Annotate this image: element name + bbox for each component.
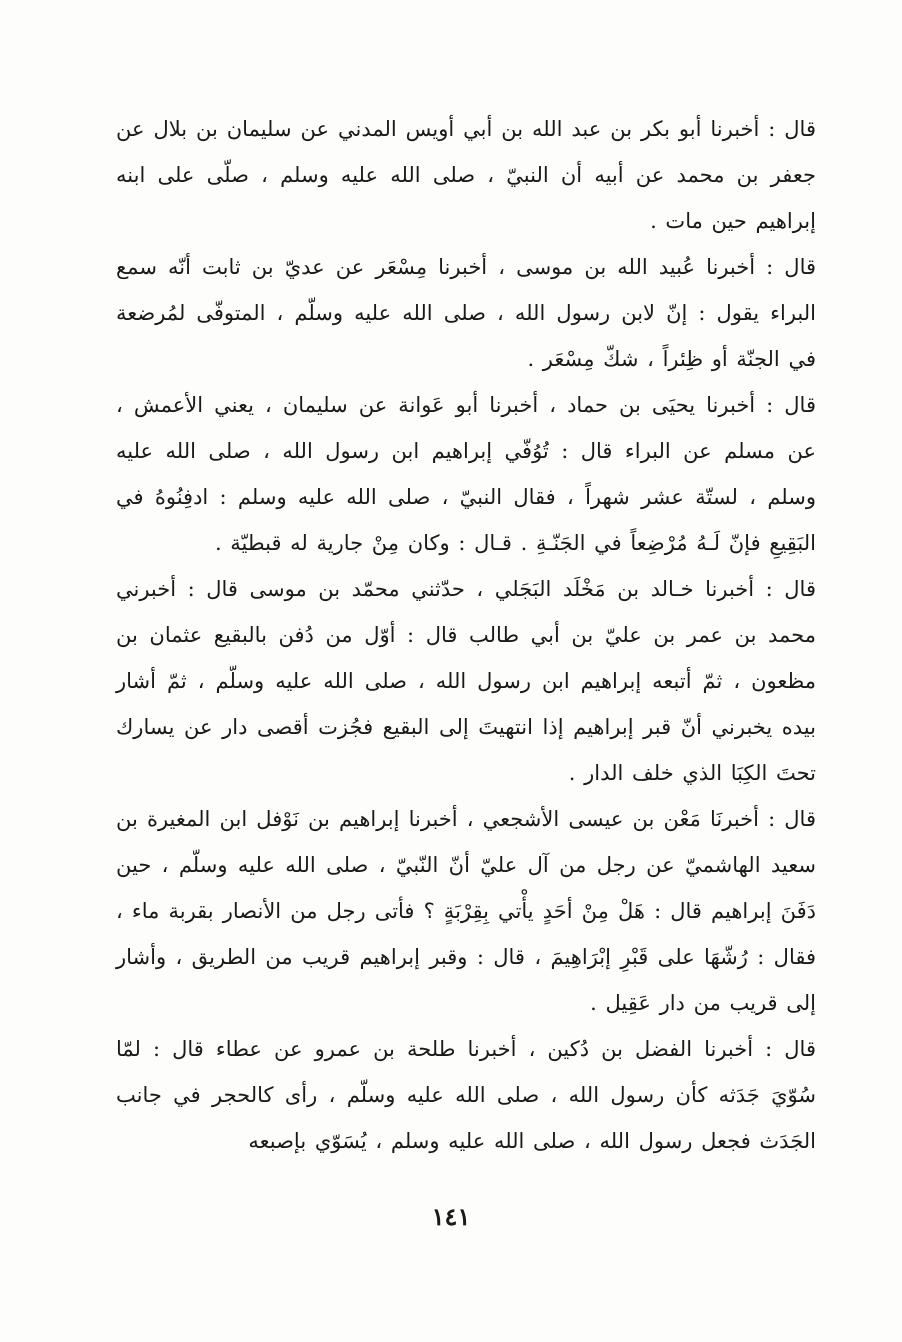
page-number: ١٤١ [431, 1202, 471, 1231]
paragraph-3: قال : أخبرنا يحيَى بن حماد ، أخبرنا أبو عَوانة عن سليمان ، يعني الأعمش ، عن مسلم عن البراء قال : تُوُفّي إبراهيم ابن رسول الله ، صلى الله عليه وسلم ، لستّة عشر شهراً ، فقال النبيّ ، صلى الله عليه وسلم : ادفِنُوهُ في البَقِيعِ فإنّ لَـهُ مُرْضِعاً في الجَنّـةِ . قـال : وكان مِنْ جارية له قبطيّة . [116, 393, 816, 555]
paragraph-4: قال : أخبرنا خـالد بن مَخْلَد البَجَلي ، حدّثني محمّد بن موسى قال : أخبرني محمد بن عمر بن عليّ بن أبي طالب قال : أوّل من دُفن بالبقيع عثمان بن مظعون ، ثمّ أتبعه إبراهيم ابن رسول الله ، صلى الله عليه وسلّم ، ثمّ أشار بيده يخبرني أنّ قبر إبراهيم إذا انتهيتَ إلى البقيع فجُزت أقصى دار عن يسارك تحتَ الكِبَا الذي خلف الدار . [116, 577, 816, 785]
paragraph-6: قال : أخبرنا الفضل بن دُكين ، أخبرنا طلحة بن عمرو عن عطاء قال : لمّا سُوّيَ جَدَثه كأن رسول الله ، صلى الله عليه وسلّم ، رأى كالحجر في جانب الجَدَث فجعل رسول الله ، صلى الله عليه وسلم ، يُسَوّي بإصبعه [116, 1037, 816, 1153]
paragraph-5: قال : أخبرنَا مَعْن بن عيسى الأشجعي ، أخبرنا إبراهيم بن نَوْفل ابن المغيرة بن سعيد الهاشميّ عن رجل من آل عليّ أنّ النّبيّ ، صلى الله عليه وسلّم ، حين دَفَنَ إبراهيم قال : هَلْ مِنْ أحَدٍ يأْتي بِقِرْبَةٍ ؟ فأتى رجل من الأنصار بقربة ماء ، فقال : رُشّهَا على قَبْرِ إبْرَاهِيمَ ، قال : وقبر إبراهيم قريب من الطريق ، وأشار إلى قريب من دار عَقِيل . [116, 807, 816, 1015]
paragraph-1: قال : أخبرنا أبو بكر بن عبد الله بن أبي أويس المدني عن سليمان بن بلال عن جعفر بن محمد عن أبيه أن النبيّ ، صلى الله عليه وسلم ، صلّى على ابنه إبراهيم حين مات . [116, 117, 816, 233]
main-text-block [116, 106, 816, 1164]
paragraph-2: قال : أخبرنا عُبيد الله بن موسى ، أخبرنا مِسْعَر عن عديّ بن ثابت أنّه سمع البراء يقول : إنّ لابن رسول الله ، صلى الله عليه وسلّم ، المتوفّى لمُرضعة في الجنّة أو ظِئراً ، شكّ مِسْعَر . [116, 255, 817, 371]
